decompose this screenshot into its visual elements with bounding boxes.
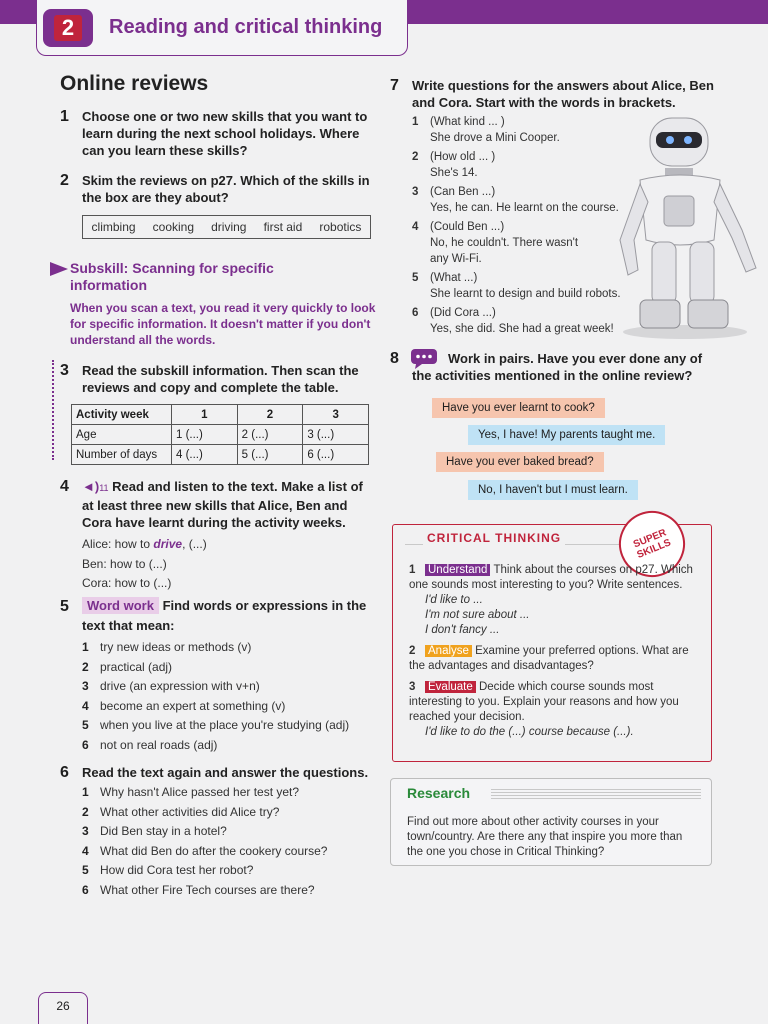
ex6-instruction: Read the text again and answer the questions. xyxy=(82,765,369,780)
skill-word: robotics xyxy=(319,220,362,234)
word-work-tag: Word work xyxy=(82,597,159,614)
exercise-8 xyxy=(390,350,720,384)
speech-bubble: Have you ever learnt to cook? xyxy=(432,398,605,418)
evaluate-tag: Evaluate xyxy=(425,681,476,693)
ex3-number: 3 xyxy=(60,362,69,379)
subskill-text: When you scan a text, you read it very quickly to look for specific information. It doesn't matter if you don't understand all the words. xyxy=(70,301,376,347)
robot-image xyxy=(610,110,760,340)
speech-bubble: Yes, I have! My parents taught me. xyxy=(468,425,665,445)
table-row xyxy=(72,425,369,445)
ex4-line: Alice: how to drive, (...) xyxy=(82,537,207,551)
audio-track-number: 11 xyxy=(99,483,109,493)
ex7-item: 6 (Did Cora ...) Yes, she did. She had a great week! xyxy=(412,307,614,335)
ex4-number: 4 xyxy=(60,478,69,495)
exercise-6 xyxy=(60,764,380,900)
ex4-line: Ben: how to (...) xyxy=(82,556,167,571)
critical-thinking-panel xyxy=(392,524,712,762)
exercise-3 xyxy=(60,362,370,396)
subskill-title: Subskill: Scanning for specific information xyxy=(70,260,274,293)
activity-table xyxy=(71,404,369,465)
ex6-number: 6 xyxy=(60,764,69,781)
ex5-instruction: Find words or expressions in the text that mean: xyxy=(82,598,367,633)
table-cell: Age xyxy=(72,425,172,445)
ex6-item: 4 What did Ben do after the cookery course? xyxy=(82,843,328,858)
ex7-instruction: Write questions for the answers about Alice, Ben and Cora. Start with the words in brackets. xyxy=(412,78,714,110)
ex5-item: 2 practical (adj) xyxy=(82,659,173,674)
ex4-line: Cora: how to (...) xyxy=(82,576,172,590)
unit-header xyxy=(36,0,408,56)
table-header: 3 xyxy=(303,405,369,425)
skill-word: climbing xyxy=(91,220,136,234)
table-cell[interactable]: 1 (...) xyxy=(172,425,238,445)
skill-word: first aid xyxy=(263,220,303,234)
dotted-margin-line xyxy=(52,360,55,460)
table-cell[interactable]: 2 (...) xyxy=(237,425,303,445)
ex1-number: 1 xyxy=(60,108,69,125)
super-skills-text: SUPER SKILLS xyxy=(631,527,673,561)
speech-bubble: No, I haven't but I must learn. xyxy=(468,480,638,500)
critical-item: 3 Evaluate Decide which course sounds most interesting to you. Explain your reasons and how you reached your decision. I'd like to do the (...) course because (...). xyxy=(409,681,679,738)
ex5-item: 1 try new ideas or methods (v) xyxy=(82,640,252,654)
ex5-item: 5 when you live at the place you're studying (adj) xyxy=(82,718,350,732)
ex8-instruction: Work in pairs. Have you ever done any of the activities mentioned in the online review? xyxy=(412,351,703,383)
table-header-row xyxy=(72,405,369,425)
ex7-items xyxy=(412,114,642,337)
page-number: 26 xyxy=(38,992,88,1024)
ex8-number: 8 xyxy=(390,350,399,367)
analyse-tag: Analyse xyxy=(425,645,472,657)
exercise-7 xyxy=(390,77,720,111)
research-panel xyxy=(390,778,712,866)
ex5-number: 5 xyxy=(60,598,69,615)
table-cell[interactable]: 6 (...) xyxy=(303,445,369,465)
unit-badge xyxy=(43,9,93,47)
ex4-instruction: Read and listen to the text. Make a list of at least three new skills that Alice, Ben and Cora have learnt during the activity weeks. xyxy=(82,479,363,530)
research-text: Find out more about other activity courses in your town/country. Are there any that inspire you more than the one you chose in Critical Thinking? xyxy=(407,816,683,858)
ex6-item: 1 Why hasn't Alice passed her test yet? xyxy=(82,785,300,799)
table-cell: Number of days xyxy=(72,445,172,465)
table-header: 2 xyxy=(237,405,303,425)
ex6-item: 2 What other activities did Alice try? xyxy=(82,804,280,819)
ex7-item: 5 (What ...) She learnt to design and build robots. xyxy=(412,272,621,300)
table-cell[interactable]: 4 (...) xyxy=(172,445,238,465)
understand-tag: Understand xyxy=(425,564,490,576)
pair-work-icon xyxy=(410,348,440,370)
ex7-item: 3 (Can Ben ...) Yes, he can. He learnt on the course. xyxy=(412,186,619,214)
audio-speaker-icon[interactable]: ◄) xyxy=(82,479,100,494)
ex5-item: 4 become an expert at something (v) xyxy=(82,698,286,713)
ex5-item: 6 not on real roads (adj) xyxy=(82,737,218,752)
ex6-item: 3 Did Ben stay in a hotel? xyxy=(82,824,227,838)
ex6-item: 6 What other Fire Tech courses are there? xyxy=(82,882,315,897)
play-arrow-icon xyxy=(50,262,68,276)
critical-item: 1 Understand Think about the courses on p27. Which one sounds most interesting to you? Write sentences. I'd like to ... I'm not sure about ... I don't fancy ... xyxy=(409,564,693,636)
table-header: Activity week xyxy=(72,405,172,425)
critical-item: 2 Analyse Examine your preferred options. What are the advantages and disadvantages? xyxy=(409,645,689,672)
ex5-item: 3 drive (an expression with v+n) xyxy=(82,679,260,693)
skill-word: driving xyxy=(211,220,247,234)
unit-number: 2 xyxy=(54,15,82,41)
ex6-item: 5 How did Cora test her robot? xyxy=(82,863,254,877)
ex7-item: 4 (Could Ben ...) No, he couldn't. There wasn't any Wi-Fi. xyxy=(412,221,579,265)
table-cell[interactable]: 3 (...) xyxy=(303,425,369,445)
ex1-instruction: Choose one or two new skills that you want to learn during the next school holidays. Where can you learn these skills? xyxy=(82,109,368,158)
unit-title: Reading and critical thinking xyxy=(109,16,383,38)
skills-box xyxy=(82,215,371,239)
exercise-1 xyxy=(60,108,380,159)
research-rule xyxy=(491,789,701,801)
section-title: Online reviews xyxy=(60,72,209,95)
ex7-item: 2 (How old ... ) She's 14. xyxy=(412,151,496,179)
exercise-2 xyxy=(60,172,380,206)
research-title: Research xyxy=(407,785,471,801)
table-header: 1 xyxy=(172,405,238,425)
ex7-item: 1 (What kind ... ) She drove a Mini Cooper. xyxy=(412,116,560,144)
critical-items xyxy=(409,563,705,740)
table-row xyxy=(72,445,369,465)
ex2-number: 2 xyxy=(60,172,69,189)
exercise-4 xyxy=(60,478,370,594)
ex2-instruction: Skim the reviews on p27. Which of the skills in the box are they about? xyxy=(82,173,370,205)
ex7-number: 7 xyxy=(390,77,399,94)
speech-bubble: Have you ever baked bread? xyxy=(436,452,604,472)
ex3-instruction: Read the subskill information. Then scan the reviews and copy and complete the table. xyxy=(82,363,359,395)
table-cell[interactable]: 5 (...) xyxy=(237,445,303,465)
subskill-panel xyxy=(50,260,380,348)
exercise-5 xyxy=(60,596,370,755)
skill-word: cooking xyxy=(152,220,195,234)
critical-thinking-title: CRITICAL THINKING xyxy=(423,531,565,545)
